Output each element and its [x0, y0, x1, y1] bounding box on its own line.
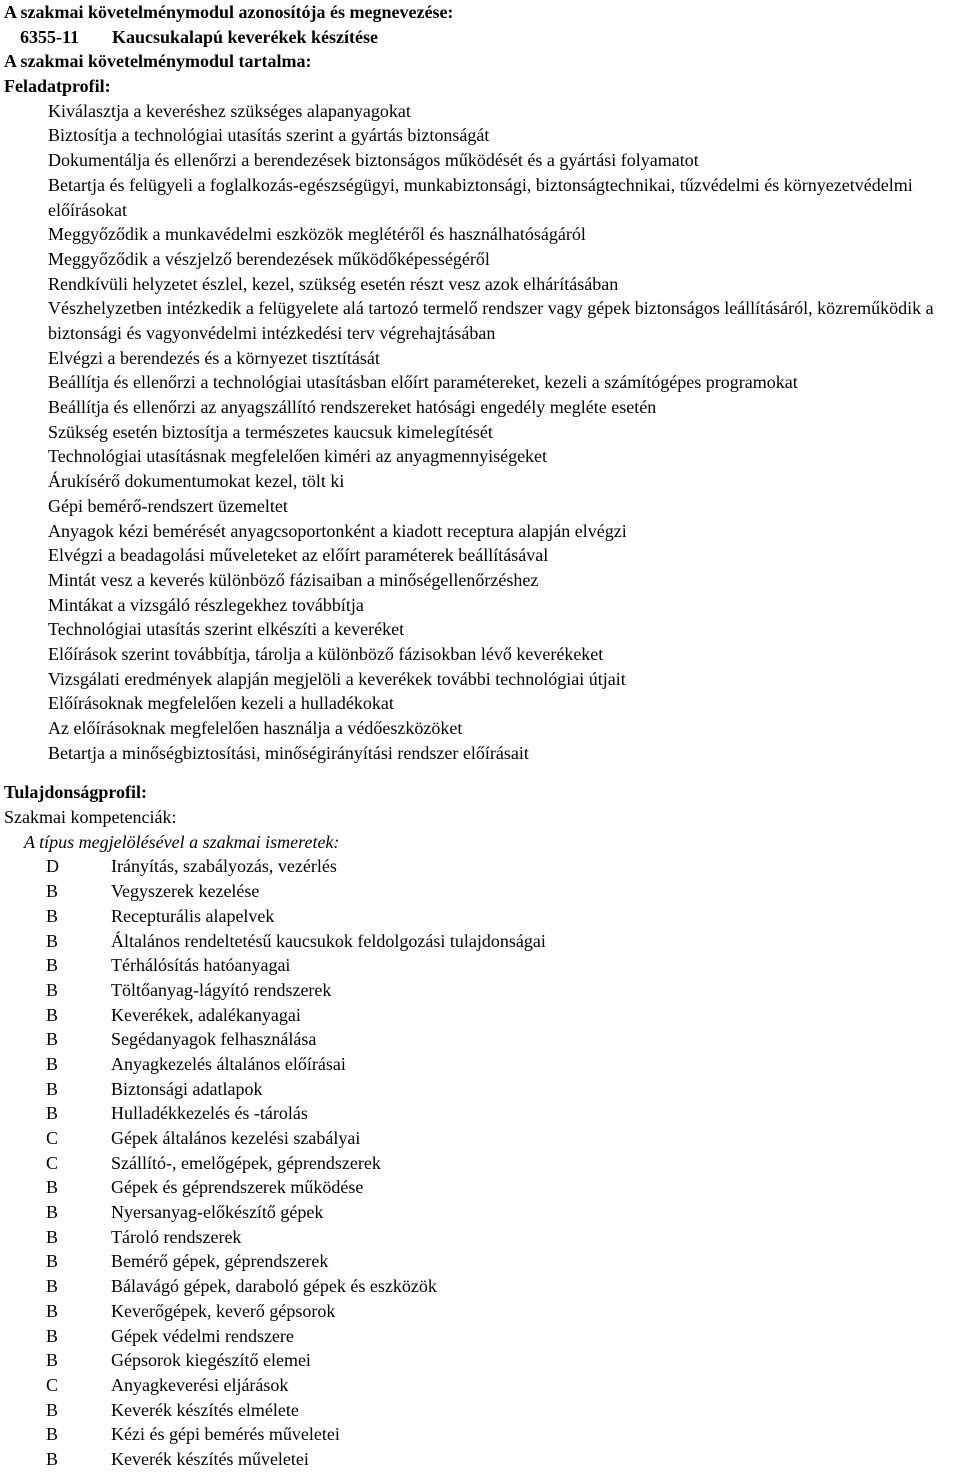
- competency-label: Nyersanyag-előkészítő gépek: [111, 1202, 324, 1223]
- competency-row: [0, 1373, 960, 1398]
- competency-label: Keverékek, adalékanyagai: [111, 1004, 301, 1025]
- competency-type: B: [46, 1226, 59, 1247]
- competency-label: Gépek védelmi rendszere: [111, 1325, 294, 1346]
- task-item: Meggyőződik a vészjelző berendezések működőképességéről: [48, 248, 490, 269]
- task-item: Elvégzi a berendezés és a környezet tisztítását: [48, 347, 380, 368]
- task-item: Árukísérő dokumentumokat kezel, tölt ki: [48, 471, 345, 492]
- task-item: Anyagok kézi bemérését anyagcsoportonként a kiadott receptura alapján elvégzi: [48, 520, 627, 541]
- competency-row: [0, 1348, 960, 1373]
- task-item: Biztosítja a technológiai utasítás szerint a gyártás biztonságát: [48, 125, 490, 146]
- competency-row: [0, 1027, 960, 1052]
- competency-label: Anyagkeverési eljárások: [111, 1374, 289, 1395]
- competency-label: Szállító-, emelőgépek, géprendszerek: [111, 1152, 381, 1173]
- competency-row: [0, 904, 960, 929]
- competency-type: C: [46, 1152, 59, 1173]
- competency-label: Keverék készítés elmélete: [111, 1399, 299, 1420]
- task-item: Vizsgálati eredmények alapján megjelöli a keverékek további technológiai útjait: [48, 668, 626, 689]
- competency-label: Kézi és gépi bemérés műveletei: [111, 1424, 340, 1445]
- competency-row: [0, 1003, 960, 1028]
- task-item: Az előírásoknak megfelelően használja a védőeszközöket: [48, 718, 463, 738]
- competency-type: B: [46, 1350, 59, 1371]
- module-identifier: [0, 25, 960, 50]
- task-item: Kiválasztja a keveréshez szükséges alapanyagokat: [48, 100, 411, 121]
- competency-type: D: [46, 856, 59, 877]
- competency-row: [0, 1052, 960, 1077]
- competency-row: [0, 953, 960, 978]
- competency-type: B: [46, 1053, 59, 1074]
- competency-row: [0, 879, 960, 904]
- task-item: Rendkívüli helyzetet észlel, kezel, szükség esetén részt vesz azok elhárításában: [48, 273, 619, 294]
- competency-label: Általános rendeltetésű kaucsukok feldolgozási tulajdonságai: [111, 930, 546, 951]
- competency-row: [0, 1126, 960, 1151]
- competency-type: B: [46, 1004, 59, 1025]
- competency-row: [0, 1422, 960, 1447]
- competency-type: B: [46, 1399, 59, 1420]
- task-item: Beállítja és ellenőrzi a technológiai utasításban előírt paramétereket, kezeli a számítógépes programokat: [48, 372, 798, 393]
- competency-label: Gépek és géprendszerek működése: [111, 1177, 364, 1198]
- competency-row: [0, 1447, 960, 1472]
- task-item: Elvégzi a beadagolási műveleteket az előírt paraméterek beállításával: [48, 545, 549, 566]
- task-item: Mintát vesz a keverés különböző fázisaiban a minőségellenőrzéshez: [48, 569, 539, 590]
- task-item: Előírások szerint továbbítja, tárolja a különböző fázisokban lévő keverékeket: [48, 643, 604, 664]
- competency-label: Gépek általános kezelési szabályai: [111, 1128, 361, 1148]
- competency-row: [0, 1151, 960, 1176]
- competencies-type-heading: A típus megjelölésével a szakmai ismeretek:: [24, 831, 340, 852]
- task-item: Gépi bemérő-rendszert üzemeltet: [48, 495, 288, 516]
- task-item: Előírásoknak megfelelően kezeli a hulladékokat: [48, 693, 394, 714]
- competency-type: B: [46, 930, 59, 951]
- competency-type: B: [46, 1078, 59, 1099]
- competency-type: B: [46, 1325, 59, 1346]
- section-spacer: [0, 765, 960, 780]
- competency-type: B: [46, 955, 59, 976]
- competency-row: [0, 1175, 960, 1200]
- competency-row: [0, 1077, 960, 1102]
- competency-row: [0, 1398, 960, 1423]
- competency-type: B: [46, 1103, 59, 1124]
- competency-row: [0, 1101, 960, 1126]
- competency-row: [0, 1200, 960, 1225]
- competency-row: [0, 854, 960, 879]
- task-item: Szükség esetén biztosítja a természetes kaucsuk kimelegítését: [48, 421, 493, 442]
- competency-label: Bemérő gépek, géprendszerek: [111, 1251, 329, 1272]
- competency-type: B: [46, 1202, 59, 1223]
- module-name: Kaucsukalapú keverékek készítése: [112, 26, 379, 47]
- task-item: Technológiai utasításnak megfelelően kiméri az anyagmennyiségeket: [48, 446, 548, 467]
- feladatprofil-heading: Feladatprofil:: [4, 76, 111, 97]
- competency-label: Segédanyagok felhasználása: [111, 1029, 317, 1050]
- competency-label: Töltőanyag-lágyító rendszerek: [111, 979, 332, 1000]
- competency-type: B: [46, 1029, 59, 1050]
- competency-type: B: [46, 979, 59, 1000]
- competency-label: Keverék készítés műveletei: [111, 1448, 309, 1469]
- competency-label: Anyagkezelés általános előírásai: [111, 1053, 346, 1074]
- competency-type: B: [46, 905, 59, 926]
- task-item: Dokumentálja és ellenőrzi a berendezések biztonságos működését és a gyártási folyamatot: [48, 150, 699, 171]
- task-item: Betartja és felügyeli a foglalkozás-egészségügyi, munkabiztonsági, biztonságtechnikai, tűzvédelmi és környezetvédelmi előírásokat: [48, 174, 913, 220]
- competency-type: B: [46, 1448, 59, 1469]
- competency-type: C: [46, 1374, 59, 1395]
- task-item: Technológiai utasítás szerint elkészíti a keveréket: [48, 619, 405, 640]
- competency-type: B: [46, 1276, 59, 1297]
- competency-type: B: [46, 881, 59, 902]
- module-code: 6355-11: [20, 26, 80, 47]
- competency-label: Hulladékkezelés és -tárolás: [111, 1103, 308, 1124]
- competency-label: Keverőgépek, keverő gépsorok: [111, 1300, 336, 1321]
- task-item: Vészhelyzetben intézkedik a felügyelete alá tartozó termelő rendszer vagy gépek biztonságos leállításáról, közreműködik a biztonsági és vagyonvédelmi intézkedési terv végrehajtásában: [48, 298, 934, 343]
- competency-type: B: [46, 1251, 59, 1272]
- module-content-heading: A szakmai követelménymodul tartalma:: [4, 51, 312, 72]
- competency-row: [0, 1299, 960, 1324]
- task-item: Beállítja és ellenőrzi az anyagszállító rendszereket hatósági engedély megléte esetén: [48, 397, 657, 418]
- competency-row: [0, 929, 960, 954]
- competency-type: C: [46, 1128, 59, 1148]
- competency-label: Bálavágó gépek, daraboló gépek és eszközök: [111, 1276, 437, 1297]
- task-item: Mintákat a vizsgáló részlegekhez továbbítja: [48, 594, 364, 615]
- competency-label: Térhálósítás hatóanyagai: [111, 955, 291, 976]
- competency-row: [0, 978, 960, 1003]
- competency-row: [0, 1249, 960, 1274]
- competency-list: [0, 854, 960, 1471]
- tulajdonsagprofil-heading: Tulajdonságprofil:: [4, 782, 148, 803]
- feladatprofil-list: [0, 99, 960, 766]
- competency-type: B: [46, 1424, 59, 1445]
- module-heading: A szakmai követelménymodul azonosítója és megnevezése:: [4, 2, 454, 22]
- competency-label: Gépsorok kiegészítő elemei: [111, 1350, 311, 1371]
- competency-row: [0, 1225, 960, 1250]
- task-item: Betartja a minőségbiztosítási, minőségirányítási rendszer előírásait: [48, 742, 529, 763]
- competency-row: [0, 1324, 960, 1349]
- competency-label: Biztonsági adatlapok: [111, 1078, 263, 1099]
- competency-type: B: [46, 1300, 59, 1321]
- competency-row: [0, 1274, 960, 1299]
- competency-label: Tároló rendszerek: [111, 1226, 242, 1247]
- task-item: Meggyőződik a munkavédelmi eszközök meglétéről és használhatóságáról: [48, 224, 586, 245]
- competencies-subheading: Szakmai kompetenciák:: [4, 807, 177, 828]
- competency-label: Vegyszerek kezelése: [111, 881, 260, 902]
- competency-label: Irányítás, szabályozás, vezérlés: [111, 856, 337, 877]
- competency-label: Recepturális alapelvek: [111, 905, 275, 926]
- competency-type: B: [46, 1177, 59, 1198]
